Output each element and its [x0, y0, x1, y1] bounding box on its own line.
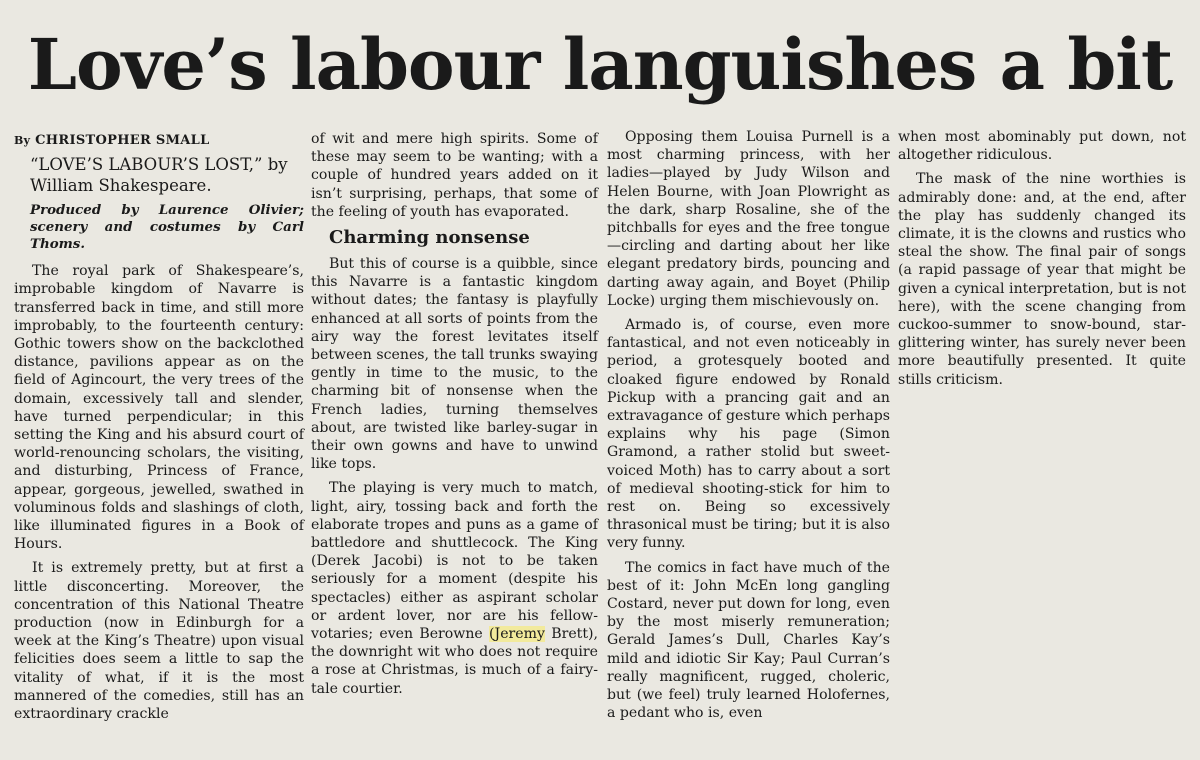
paragraph: when most abominably put down, not altogether ridiculous. [898, 129, 1186, 164]
paragraph-text: Brett), the downright wit who does not require a rose at Christmas, is much of a fairy-tale courtier. [311, 626, 598, 697]
column-3 [607, 128, 890, 729]
play-credit: “LOVE’S LABOUR’S LOST,” by William Shakespeare. [30, 155, 288, 196]
paragraph [311, 479, 598, 697]
production-credit: Produced by Laurence Olivier; scenery and costumes by Carl Thoms. [30, 202, 304, 253]
headline: Love’s labour languishes a bit [27, 23, 1173, 106]
paragraph: Opposing them Louisa Purnell is a most charming princess, with her ladies—played by Judy Wilson and Helen Bourne, with Joan Plowright as the dark, sharp Rosaline, she of the pitchballs for eyes and the free tongue—circling and darting about her like elegant predatory birds, pouncing and darting away again, and Boyet (Philip Locke) urging them mischievously on. [607, 129, 890, 309]
paragraph: It is extremely pretty, but at first a little disconcerting. Moreover, the concentration of this National Theatre production (now in Edinburgh for a week at the King’s Theatre) upon visual felicities does seem a little to sap the vitality of what, if it is the most mannered of the comedies, still has an extraordinary crackle [14, 560, 304, 723]
highlighted-text: (Jeremy [489, 626, 545, 643]
paragraph: The comics in fact have much of the best of it: John McEn long gangling Costard, never put down for long, even by the most miserly remuneration; Gerald James’s Dull, Charles Kay’s mild and idiotic Sir Kay; Paul Curran’s really magnificent, rugged, choleric, but (we feel) truly learned Holofernes, a pedant who is, even [607, 559, 890, 722]
byline-name: CHRISTOPHER SMALL [35, 133, 210, 148]
paragraph: The mask of the nine worthies is admirably done: and, at the end, after the play has suddenly changed its climate, it is the clowns and rustics who steal the show. The final pair of songs (a rapid passage of year that might be given a cynical interpretation, but is not here), with the scene changing from cuckoo-summer to snow-bound, star-glittering winter, has surely never been more beautifully presented. It quite stills criticism. [898, 171, 1186, 388]
subheading: Charming nonsense [329, 227, 530, 249]
paragraph: Armado is, of course, even more fantastical, and not even noticeably in period, a grotesquely booted and cloaked figure endowed by Ronald Pickup with a prancing gait and an extravagance of gesture which perhaps explains why his page (Simon Gramond, a rather stolid but sweet-voiced Moth) has to carry about a sort of medieval shooting-stick for him to rest on. Being so excessively thrasonical must be tiring; but it is also very funny. [607, 317, 890, 552]
byline-prefix: By [14, 134, 31, 147]
byline [14, 132, 304, 150]
paragraph: The royal park of Shakespeare’s, improbable kingdom of Navarre is transferred back in time, and still more improbably, to the fourteenth century: Gothic towers show on the backclothed distance, pavilions appear as on the field of Agincourt, the very trees of the domain, excessively tall and slender, have turned perpendicular; in this setting the King and his absurd court of world-renouncing scholars, the visiting, and disturbing, Princess of France, appear, gorgeous, jewelled, swathed in voluminous folds and slashings of cloth, like illuminated figures in a Book of Hours. [14, 263, 304, 553]
column-1 [14, 132, 304, 729]
column-2 [311, 130, 598, 704]
paragraph: But this of course is a quibble, since this Navarre is a fantastic kingdom without dates; the fantasy is playfully enhanced at all sorts of points from the airy way the forest levitates itself between scenes, the tall trunks swaying gently in time to the music, to the charming bit of nonsense when the French ladies, turning themselves about, are twisted like barley-sugar in their own gowns and have to unwind like tops. [311, 256, 598, 473]
paragraph-text: The playing is very much to match, light, airy, tossing back and forth the elaborate tropes and puns as a game of battledore and shuttlecock. The King (Derek Jacobi) is not to be taken seriously for a moment (despite his spectacles) either as aspirant scholar or ardent lover, nor are his fellow-votaries; even Berowne [311, 480, 598, 643]
column-4 [898, 128, 1186, 395]
paragraph: of wit and mere high spirits. Some of these may seem to be wanting; with a couple of hundred years added on it isn’t surprising, perhaps, that some of the feeling of youth has evaporated. [311, 131, 598, 220]
